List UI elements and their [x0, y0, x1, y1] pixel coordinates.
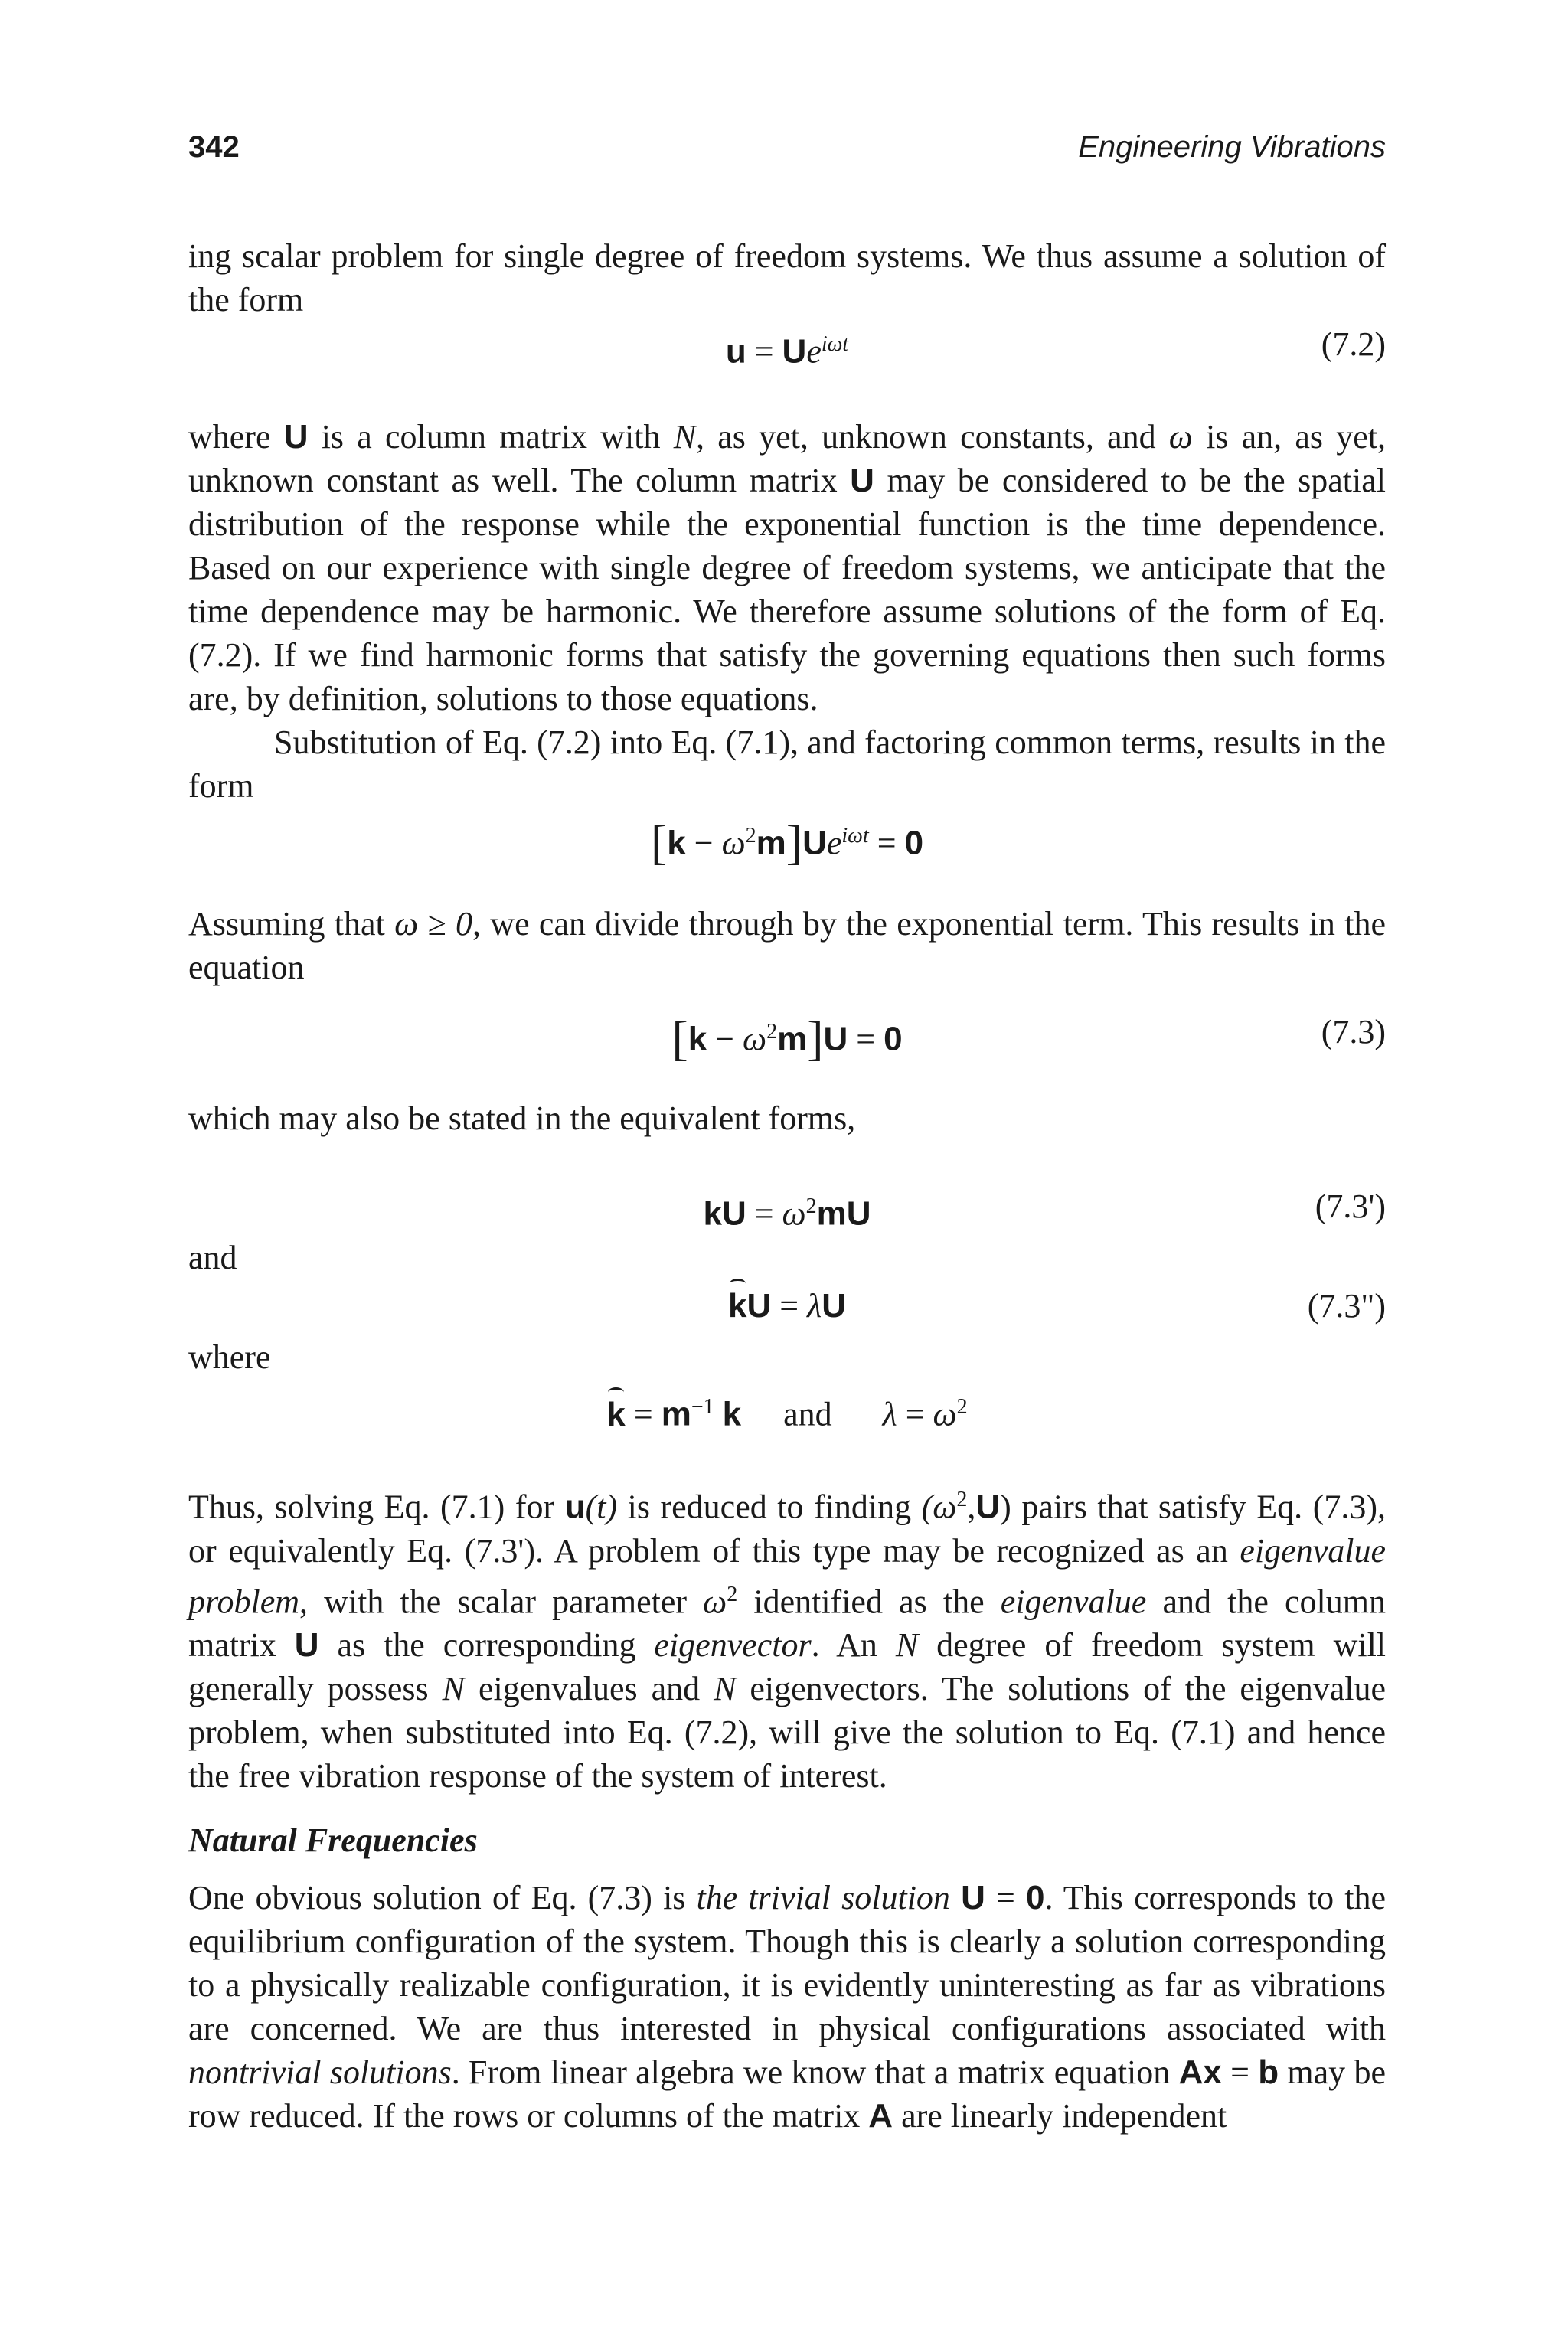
paragraph-5: [188, 1096, 1386, 1140]
math-symbol: b: [1258, 2053, 1279, 2091]
eq-symbol: m: [777, 1020, 808, 1058]
eq-symbol: −: [685, 824, 722, 862]
equation-number: (7.2): [1321, 325, 1386, 363]
paragraph-1-text: ing scalar problem for single degree of freedom systems. We thus assume a solution of the form: [188, 237, 1386, 319]
eq-exponent: iωt: [841, 824, 869, 848]
text-run: may be considered to be the spatial distribution of the response while the exponential function is the time dependence. Based on our experience with single degree of freedom systems, we anticipate that the time dependence may be harmonic. We therefore assume solutions of the form of Eq. (7.2). If we find harmonic forms that satisfy the governing equations then such forms are, by definition, solutions to those equations.: [188, 462, 1387, 717]
eq-symbol: ω: [933, 1395, 957, 1433]
math-symbol: N: [673, 418, 697, 456]
equation-7-3: [188, 1009, 1386, 1066]
math-symbol: U: [975, 1488, 1001, 1526]
eq-symbol: =: [868, 824, 905, 862]
math-symbol: U: [961, 1879, 985, 1916]
text-run: , with the scalar parameter: [299, 1583, 704, 1621]
text-run: Assuming that: [188, 905, 395, 943]
equation-number: (7.3): [1321, 1013, 1386, 1050]
math-symbol: =: [1221, 2053, 1259, 2091]
eq-symbol: e: [806, 332, 822, 371]
equation-7-3-double-prime-body: [188, 1283, 1386, 1329]
eq-symbol: m: [756, 824, 786, 862]
paragraph-4: [188, 902, 1386, 989]
math-symbol: (ω: [921, 1488, 957, 1526]
eq-symbol: m: [661, 1395, 691, 1433]
equation-7-3-prime-body: [188, 1184, 1386, 1237]
eq-symbol: e: [826, 824, 842, 862]
text-run: and the column matrix: [188, 1583, 1387, 1665]
text-run: . From linear algebra we know that a matrix equation: [451, 2053, 1179, 2091]
eq-exponent: 2: [805, 1194, 817, 1218]
paragraph-3-text: Substitution of Eq. (7.2) into Eq. (7.1), and factoring common terms, results in the form: [188, 724, 1386, 805]
eq-symbol: =: [746, 332, 782, 371]
equation-7-2-body: [188, 322, 1386, 375]
equation-7-3-prime: [188, 1184, 1386, 1233]
where-label: where: [188, 1338, 271, 1376]
math-symbol: ω: [1168, 418, 1193, 456]
eq-symbol: 0: [904, 824, 924, 862]
eq-symbol: =: [848, 1020, 884, 1058]
eq-symbol: 0: [884, 1020, 903, 1058]
text-run: . This corresponds to the equilibrium configuration of the system. Though this is clearly a solution corresponding to a physically realizable configuration, it is evidently uninteresting as far as vibrations are concerned. We are thus interested in physical configurations associated with: [188, 1879, 1386, 2047]
emphasis-term: eigenvalue problem: [188, 1531, 1386, 1621]
eq-bracket: [: [671, 1011, 688, 1066]
equation-number: (7.3"): [1307, 1287, 1386, 1325]
eq-symbol: U: [782, 332, 807, 371]
eq-exponent: 2: [745, 824, 756, 848]
text-run: as the corresponding: [318, 1626, 655, 1665]
equation-substituted-body: [188, 813, 1386, 870]
math-symbol: N: [714, 1670, 737, 1708]
eq-symbol: and: [783, 1395, 832, 1433]
math-symbol: (t): [585, 1488, 618, 1526]
eq-symbol: k: [728, 1283, 746, 1329]
math-symbol: A: [868, 2097, 893, 2135]
math-exponent: 2: [956, 1488, 968, 1511]
math-symbol: U: [294, 1626, 319, 1665]
eq-symbol: m: [816, 1194, 847, 1233]
text-run: identified as the: [737, 1583, 1001, 1621]
text-run: . An: [811, 1626, 896, 1665]
eq-symbol: U: [822, 1287, 846, 1325]
eq-bracket: ]: [807, 1011, 824, 1066]
eq-symbol: ω: [743, 1020, 767, 1058]
text-run: One obvious solution of Eq. (7.3) is: [188, 1879, 697, 1916]
eq-exponent: 2: [766, 1020, 778, 1044]
text-run: is reduced to finding: [617, 1488, 922, 1526]
eq-symbol: λ: [882, 1395, 897, 1433]
equation-7-3-double-prime: [188, 1283, 1386, 1329]
equation-definitions-body: [188, 1384, 1386, 1438]
math-symbol: ,: [967, 1488, 976, 1526]
eq-symbol: =: [746, 1194, 782, 1233]
equation-substituted: [188, 813, 1386, 870]
math-symbol: U: [283, 418, 309, 456]
eq-symbol: λ: [807, 1287, 822, 1325]
and-label: and: [188, 1239, 237, 1276]
running-title: Engineering Vibrations: [1078, 130, 1386, 164]
text-run: , as yet, unknown constants, and: [696, 418, 1169, 456]
math-symbol: N: [895, 1626, 919, 1665]
text-run: is an, as yet, unknown constant as well. The column matrix: [188, 418, 1386, 499]
eq-symbol: k: [667, 824, 686, 862]
equation-number: (7.3'): [1315, 1188, 1386, 1225]
text-run: are linearly independent: [893, 2097, 1227, 2135]
eq-symbol: =: [771, 1287, 808, 1325]
eq-symbol: U: [823, 1020, 848, 1058]
math-symbol: ): [1000, 1488, 1011, 1526]
text-run: eigenvalues and: [464, 1670, 714, 1708]
eq-symbol: U: [746, 1287, 772, 1325]
text-run: pairs that satisfy Eq. (7.3), or equivalently Eq. (7.3'). A problem of this type may be recognized as an: [188, 1488, 1386, 1570]
math-exponent: 2: [727, 1582, 738, 1606]
math-symbol: N: [442, 1670, 465, 1708]
eq-symbol: ω: [782, 1194, 806, 1233]
section-heading: Natural Frequencies: [188, 1821, 478, 1859]
equation-7-3-body: [188, 1009, 1386, 1066]
eq-symbol: U: [802, 824, 827, 862]
eq-symbol: U: [721, 1194, 746, 1233]
eq-bracket: [: [650, 815, 668, 870]
text-run: , we can divide through by the exponential term. This results in the equation: [188, 905, 1387, 986]
eq-symbol: U: [846, 1194, 871, 1233]
text-run: may be row reduced. If the rows or columns of the matrix: [188, 2053, 1386, 2135]
text-run: where: [188, 418, 284, 456]
text-run: is a column matrix with: [308, 418, 674, 456]
paragraph-7: [188, 1876, 1386, 2138]
math-symbol: =: [985, 1879, 1026, 1916]
equation-definitions: [188, 1384, 1386, 1433]
eq-symbol: =: [897, 1395, 933, 1433]
text-run: degree of freedom system will generally possess: [188, 1626, 1387, 1708]
eq-symbol: =: [625, 1395, 662, 1433]
paragraph-2: [188, 415, 1386, 808]
eq-symbol: ω: [721, 824, 746, 862]
math-symbol: 0: [1025, 1879, 1045, 1916]
eq-symbol: −: [707, 1020, 743, 1058]
math-symbol: Ax: [1178, 2053, 1222, 2091]
emphasis-term: eigenvector: [654, 1626, 812, 1665]
paragraph-1: [188, 234, 1386, 322]
emphasis-term: eigenvalue: [1000, 1583, 1147, 1621]
eq-symbol: k: [722, 1395, 742, 1433]
text-run: Thus, solving Eq. (7.1) for: [188, 1488, 565, 1526]
eq-exponent: iωt: [821, 332, 849, 356]
text-run: eigenvectors. The solutions of the eigenvalue problem, when substituted into Eq. (7.2), will give the solution to Eq. (7.1) and hence the free vibration response of the system of interest.: [188, 1670, 1386, 1795]
math-symbol: U: [850, 462, 874, 499]
emphasis-term: the trivial solution: [696, 1879, 950, 1916]
eq-bracket: ]: [786, 815, 803, 870]
eq-symbol: k: [606, 1392, 625, 1438]
eq-exponent: −1: [691, 1395, 714, 1419]
page-number: 342: [188, 130, 240, 164]
eq-symbol: k: [703, 1194, 722, 1233]
equation-7-2: [188, 322, 1386, 371]
math-symbol: ω: [703, 1583, 727, 1621]
eq-symbol: u: [725, 332, 746, 371]
math-symbol: ω ≥ 0: [394, 905, 472, 943]
eq-exponent: 2: [956, 1395, 968, 1419]
paragraph-6: [188, 1478, 1386, 1798]
paragraph-5-text: which may also be stated in the equivalent forms,: [188, 1099, 856, 1137]
emphasis-term: nontrivial solutions: [188, 2053, 452, 2091]
math-symbol: u: [564, 1488, 586, 1526]
eq-symbol: k: [688, 1020, 707, 1058]
